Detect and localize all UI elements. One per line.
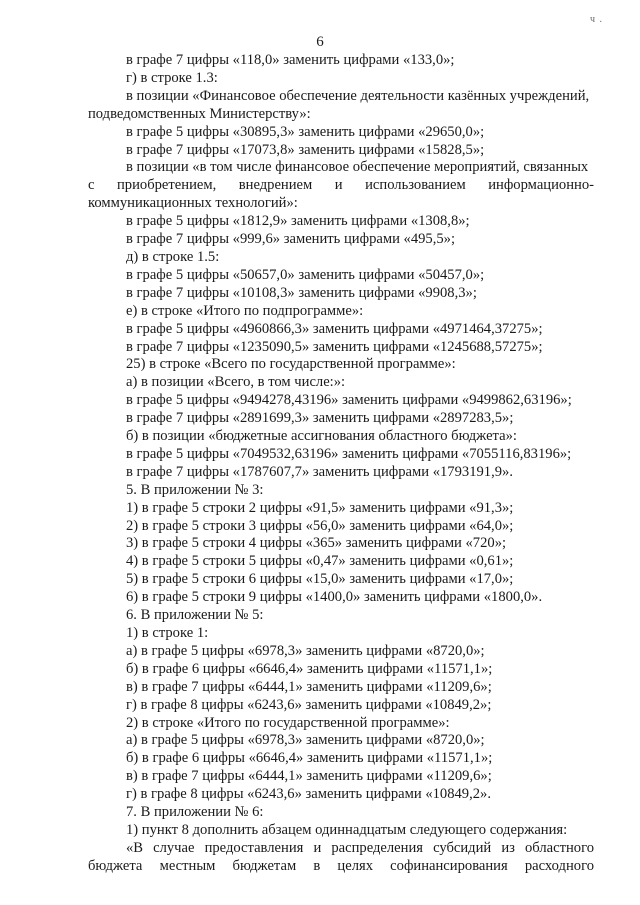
text-line: в позиции «в том числе финансовое обеспечение мероприятий, связанных: [126, 159, 589, 176]
text-line: б) в позиции «бюджетные ассигнования областного бюджета»:: [126, 428, 517, 445]
text-line: г) в графе 8 цифры «6243,6» заменить цифрами «10849,2».: [126, 786, 491, 803]
text-line: в графе 5 цифры «7049532,63196» заменить цифрами «7055116,83196»;: [126, 445, 572, 462]
text-line: 1) пункт 8 дополнить абзацем одиннадцатым следующего содержания:: [126, 821, 568, 838]
text-line: г) в графе 8 цифры «6243,6» заменить цифрами «10849,2»;: [126, 696, 492, 713]
text-line: 25) в строке «Всего по государственной программе»:: [126, 356, 456, 373]
text-line: 7. В приложении № 6:: [126, 804, 264, 821]
text-line: в) в графе 7 цифры «6444,1» заменить цифрами «11209,6»;: [126, 678, 492, 695]
text-line: в графе 7 цифры «118,0» заменить цифрами «133,0»;: [126, 52, 455, 68]
text-line: бюджета местным бюджетам в целях софинансирования расходного: [88, 857, 594, 874]
text-line: подведомственных Министерству»:: [88, 105, 311, 122]
text-line: с приобретением, внедрением и использованием информационно-: [88, 177, 594, 194]
text-line: в графе 5 цифры «50657,0» заменить цифрами «50457,0»;: [126, 266, 485, 283]
text-line: 6) в графе 5 строки 9 цифры «1400,0» заменить цифрами «1800,0».: [126, 589, 543, 606]
text-line: в графе 7 цифры «1235090,5» заменить цифрами «1245688,57275»;: [126, 338, 543, 355]
text-line: в графе 7 цифры «1787607,7» заменить цифрами «1793191,9».: [126, 463, 513, 480]
text-line: 3) в графе 5 строки 4 цифры «365» заменить цифрами «720»;: [126, 535, 507, 552]
text-line: а) в графе 5 цифры «6978,3» заменить цифрами «8720,0»;: [126, 732, 485, 749]
text-line: в позиции «Финансовое обеспечение деятельности казённых учреждений,: [126, 87, 590, 104]
text-line: в графе 7 цифры «10108,3» заменить цифрами «9908,3»;: [126, 284, 477, 301]
text-line: 4) в графе 5 строки 5 цифры «0,47» заменить цифрами «0,61»;: [126, 553, 514, 570]
text-line: в графе 5 цифры «1812,9» заменить цифрами «1308,8»;: [126, 213, 470, 230]
text-line: 2) в графе 5 строки 3 цифры «56,0» заменить цифрами «64,0»;: [126, 517, 514, 534]
text-line: в графе 5 цифры «30895,3» заменить цифрами «29650,0»;: [126, 123, 485, 140]
text-line: коммуникационных технологий»:: [88, 195, 298, 212]
page-number: 6: [316, 34, 324, 50]
text-line: в графе 5 цифры «9494278,43196» заменить цифрами «9499862,63196»;: [126, 392, 572, 409]
text-line: в графе 7 цифры «17073,8» заменить цифрами «15828,5»;: [126, 141, 485, 158]
text-line: 5) в графе 5 строки 6 цифры «15,0» заменить цифрами «17,0»;: [126, 571, 514, 588]
text-line: в графе 7 цифры «2891699,3» заменить цифрами «2897283,5»;: [126, 410, 514, 427]
text-line: а) в позиции «Всего, в том числе:»:: [126, 374, 346, 391]
text-line: «В случае предоставления и распределения субсидий из областного: [126, 839, 594, 856]
text-line: а) в графе 5 цифры «6978,3» заменить цифрами «8720,0»;: [126, 642, 485, 659]
text-line: 1) в графе 5 строки 2 цифры «91,5» заменить цифрами «91,3»;: [126, 499, 514, 516]
text-line: в графе 7 цифры «999,6» заменить цифрами «495,5»;: [126, 231, 456, 248]
text-line: 5. В приложении № 3:: [126, 481, 264, 498]
text-line: 6. В приложении № 5:: [126, 607, 264, 624]
text-line: г) в строке 1.3:: [126, 69, 218, 86]
scan-marks: ч .: [590, 14, 604, 25]
text-line: б) в графе 6 цифры «6646,4» заменить цифрами «11571,1»;: [126, 660, 493, 677]
text-line: в) в графе 7 цифры «6444,1» заменить цифрами «11209,6»;: [126, 768, 492, 785]
text-line: д) в строке 1.5:: [126, 248, 220, 265]
text-line: е) в строке «Итого по подпрограмме»:: [126, 302, 364, 319]
text-line: б) в графе 6 цифры «6646,4» заменить цифрами «11571,1»;: [126, 750, 493, 767]
text-line: 1) в строке 1:: [126, 625, 209, 641]
text-line: в графе 5 цифры «4960866,3» заменить цифрами «4971464,37275»;: [126, 320, 543, 337]
text-line: 2) в строке «Итого по государственной программе»:: [126, 714, 450, 731]
document-body: [88, 52, 608, 876]
